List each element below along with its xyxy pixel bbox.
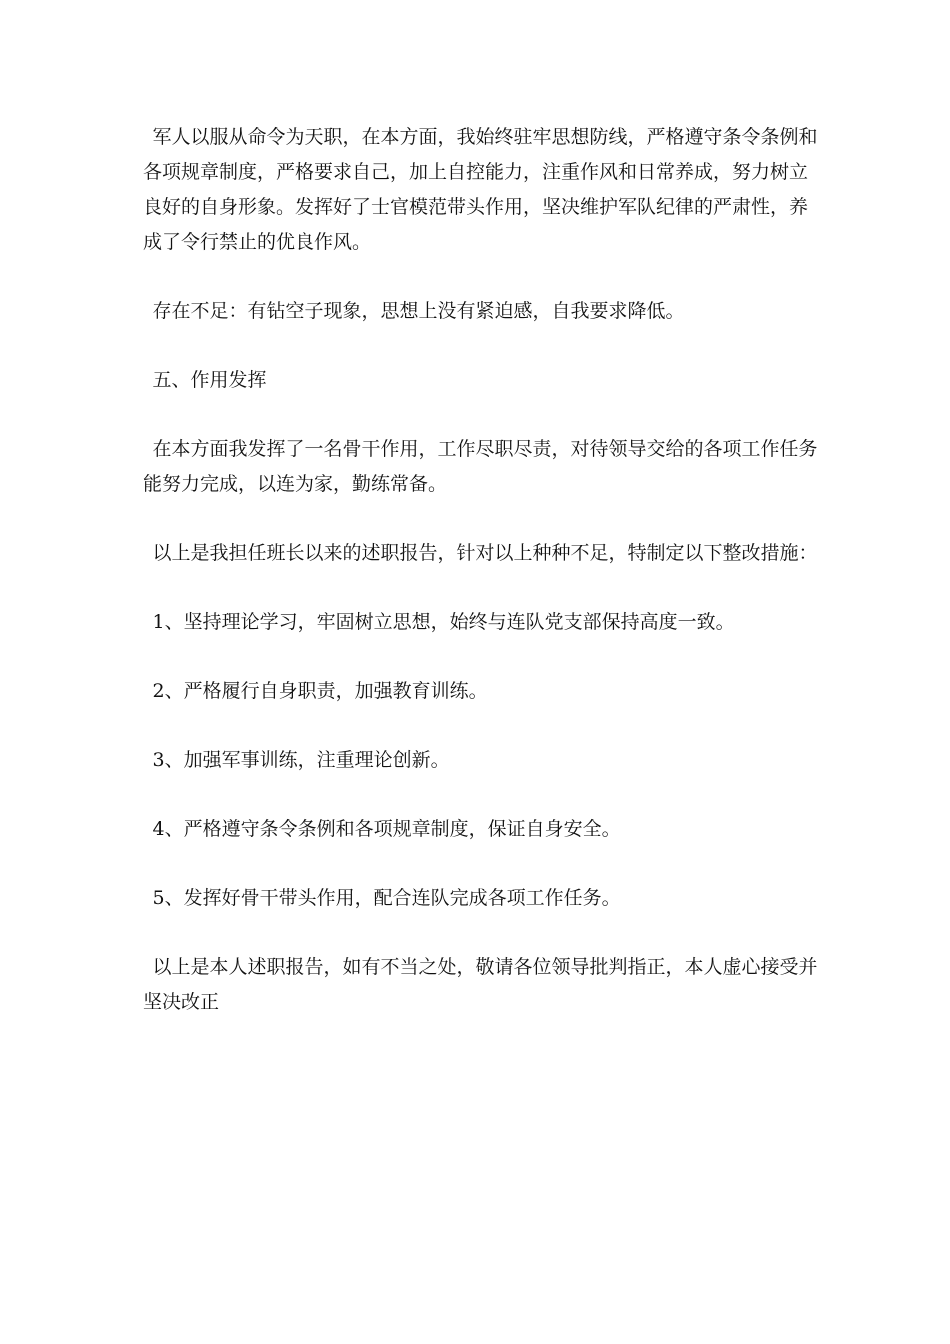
measure-item-1: 1、坚持理论学习，牢固树立思想，始终与连队党支部保持高度一致。 [152,611,735,633]
document-body [143,120,823,1054]
measure-item-5: 5、发挥好骨干带头作用，配合连队完成各项工作任务。 [152,887,621,909]
measure-item-4: 4、严格遵守条令条例和各项规章制度，保证自身安全。 [152,818,621,840]
paragraph-conduct: 军人以服从命令为天职，在本方面，我始终驻牢思想防线，严格遵守条令条例和各项规章制度，严格要求自己，加上自控能力，注重作风和日常养成，努力树立良好的自身形象。发挥好了士官模范带头作用，坚决维护军队纪律的严肃性，养成了令行禁止的优良作风。 [143,126,818,253]
measure-item-2: 2、严格履行自身职责，加强教育训练。 [152,680,488,702]
section-heading-role: 五、作用发挥 [152,369,267,391]
measure-item-3: 3、加强军事训练，注重理论创新。 [152,749,450,771]
paragraph-measures-intro: 以上是我担任班长以来的述职报告，针对以上种种不足，特制定以下整改措施： [152,542,818,564]
paragraph-shortcomings: 存在不足：有钻空子现象，思想上没有紧迫感，自我要求降低。 [152,300,685,322]
paragraph-role: 在本方面我发挥了一名骨干作用，工作尽职尽责，对待领导交给的各项工作任务能努力完成，以连为家，勤练常备。 [143,438,818,495]
paragraph-closing: 以上是本人述职报告，如有不当之处，敬请各位领导批判指正，本人虚心接受并坚决改正 [143,956,818,1013]
